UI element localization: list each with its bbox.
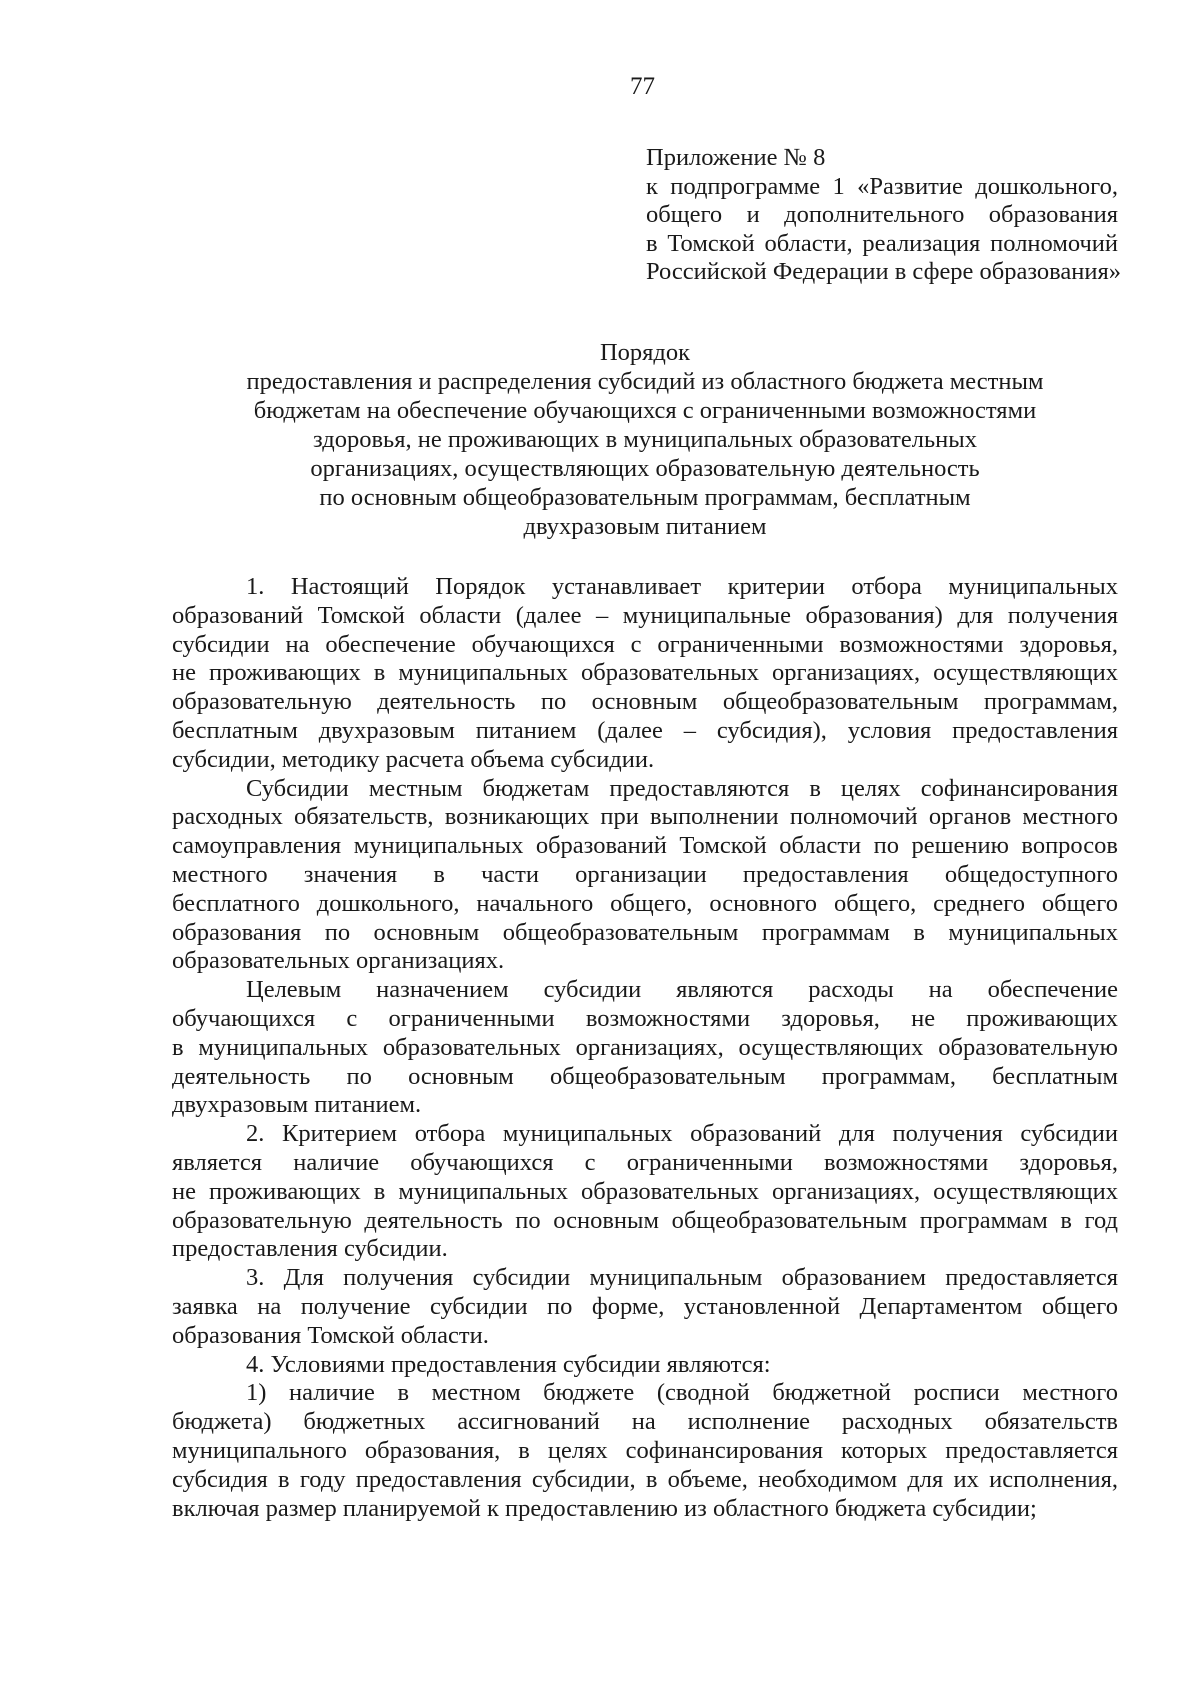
text-line: обучающихся с ограниченными возможностями здоровья, не проживающих — [172, 1004, 1118, 1032]
text-line: Субсидии местным бюджетам предоставляются в целях софинансирования — [246, 774, 1118, 802]
text-line: субсидии, методику расчета объема субсидии. — [172, 745, 655, 773]
text-line: не проживающих в муниципальных образовательных организациях, осуществляющих — [172, 1177, 1118, 1205]
heading-line: предоставления и распределения субсидий из областного бюджета местным — [246, 368, 1044, 395]
heading-line: бюджетам на обеспечение обучающихся с ограниченными возможностями — [253, 397, 1037, 424]
text-line: субсидии на обеспечение обучающихся с ограниченными возможностями здоровья, — [172, 630, 1118, 658]
heading-line: двухразовым питанием — [523, 513, 767, 540]
paragraph-4-1 — [172, 1379, 1118, 1523]
text-line: не проживающих в муниципальных образовательных организациях, осуществляющих — [172, 659, 1118, 687]
paragraph-target-purpose — [172, 976, 1118, 1120]
text-line: местного значения в части организации предоставления общедоступного — [172, 860, 1118, 888]
text-line: 2. Критерием отбора муниципальных образований для получения субсидии — [246, 1120, 1118, 1148]
text-line: бюджета) бюджетных ассигнований на исполнение расходных обязательств — [172, 1408, 1118, 1436]
text-line: заявка на получение субсидии по форме, установленной Департаментом общего — [172, 1292, 1118, 1320]
document-heading — [172, 338, 1118, 541]
text-line: двухразовым питанием. — [172, 1091, 422, 1119]
appendix-line: Приложение № 8 — [646, 144, 826, 171]
text-line: образований Томской области (далее – муниципальные образования) для получения — [172, 601, 1118, 629]
text-line: деятельность по основным общеобразовательным программам, бесплатным — [172, 1062, 1118, 1090]
paragraph-1 — [172, 573, 1118, 775]
text-line: является наличие обучающихся с ограниченными возможностями здоровья, — [172, 1148, 1118, 1176]
text-line: 1. Настоящий Порядок устанавливает критерии отбора муниципальных — [246, 573, 1118, 600]
text-line: бесплатного дошкольного, начального общего, основного общего, среднего общего — [172, 889, 1118, 917]
text-line: субсидия в году предоставления субсидии, в объеме, необходимом для их исполнения, — [172, 1465, 1118, 1493]
text-line: включая размер планируемой к предоставлению из областного бюджета субсидии; — [172, 1494, 1037, 1522]
appendix-line: общего и дополнительного образования — [646, 201, 1118, 228]
text-line: расходных обязательств, возникающих при выполнении полномочий органов местного — [172, 803, 1118, 831]
text-line: Целевым назначением субсидии являются расходы на обеспечение — [246, 976, 1118, 1004]
text-line: образовательных организациях. — [172, 947, 505, 975]
heading-title: Порядок — [599, 339, 691, 366]
heading-line: организациях, осуществляющих образовательную деятельность — [310, 455, 980, 482]
appendix-line: в Томской области, реализация полномочий — [646, 229, 1118, 257]
appendix-line: Российской Федерации в сфере образования» — [646, 258, 1122, 285]
text-line: бесплатным двухразовым питанием (далее – субсидия), условия предоставления — [172, 716, 1118, 744]
heading-line: по основным общеобразовательным программам, бесплатным — [319, 484, 971, 511]
text-line: муниципального образования, в целях софинансирования которых предоставляется — [172, 1436, 1118, 1464]
appendix-reference — [646, 144, 1122, 287]
text-line: в муниципальных образовательных организациях, осуществляющих образовательную — [172, 1033, 1118, 1061]
paragraph-subsidies-purpose — [172, 775, 1118, 977]
appendix-line: к подпрограмме 1 «Развитие дошкольного, — [646, 172, 1118, 200]
paragraph-4 — [172, 1351, 1118, 1380]
paragraph-3 — [172, 1264, 1118, 1350]
text-line: самоуправления муниципальных образований Томской области по решению вопросов — [172, 832, 1118, 860]
text-line: 3. Для получения субсидии муниципальным образованием предоставляется — [246, 1264, 1118, 1292]
text-line: 1) наличие в местном бюджете (сводной бюджетной росписи местного — [246, 1379, 1118, 1407]
text-line: образовательную деятельность по основным общеобразовательным программам, — [172, 688, 1118, 716]
document-body — [172, 573, 1118, 1523]
text-line: образовательную деятельность по основным общеобразовательным программам в год — [172, 1206, 1118, 1234]
page-number: 77 — [630, 73, 655, 100]
heading-line: здоровья, не проживающих в муниципальных образовательных — [313, 426, 977, 453]
text-line: образования по основным общеобразовательным программам в муниципальных — [172, 918, 1118, 946]
paragraph-2 — [172, 1120, 1118, 1264]
text-line: предоставления субсидии. — [172, 1235, 448, 1263]
text-line: образования Томской области. — [172, 1321, 489, 1349]
text-line: 4. Условиями предоставления субсидии являются: — [246, 1350, 771, 1378]
